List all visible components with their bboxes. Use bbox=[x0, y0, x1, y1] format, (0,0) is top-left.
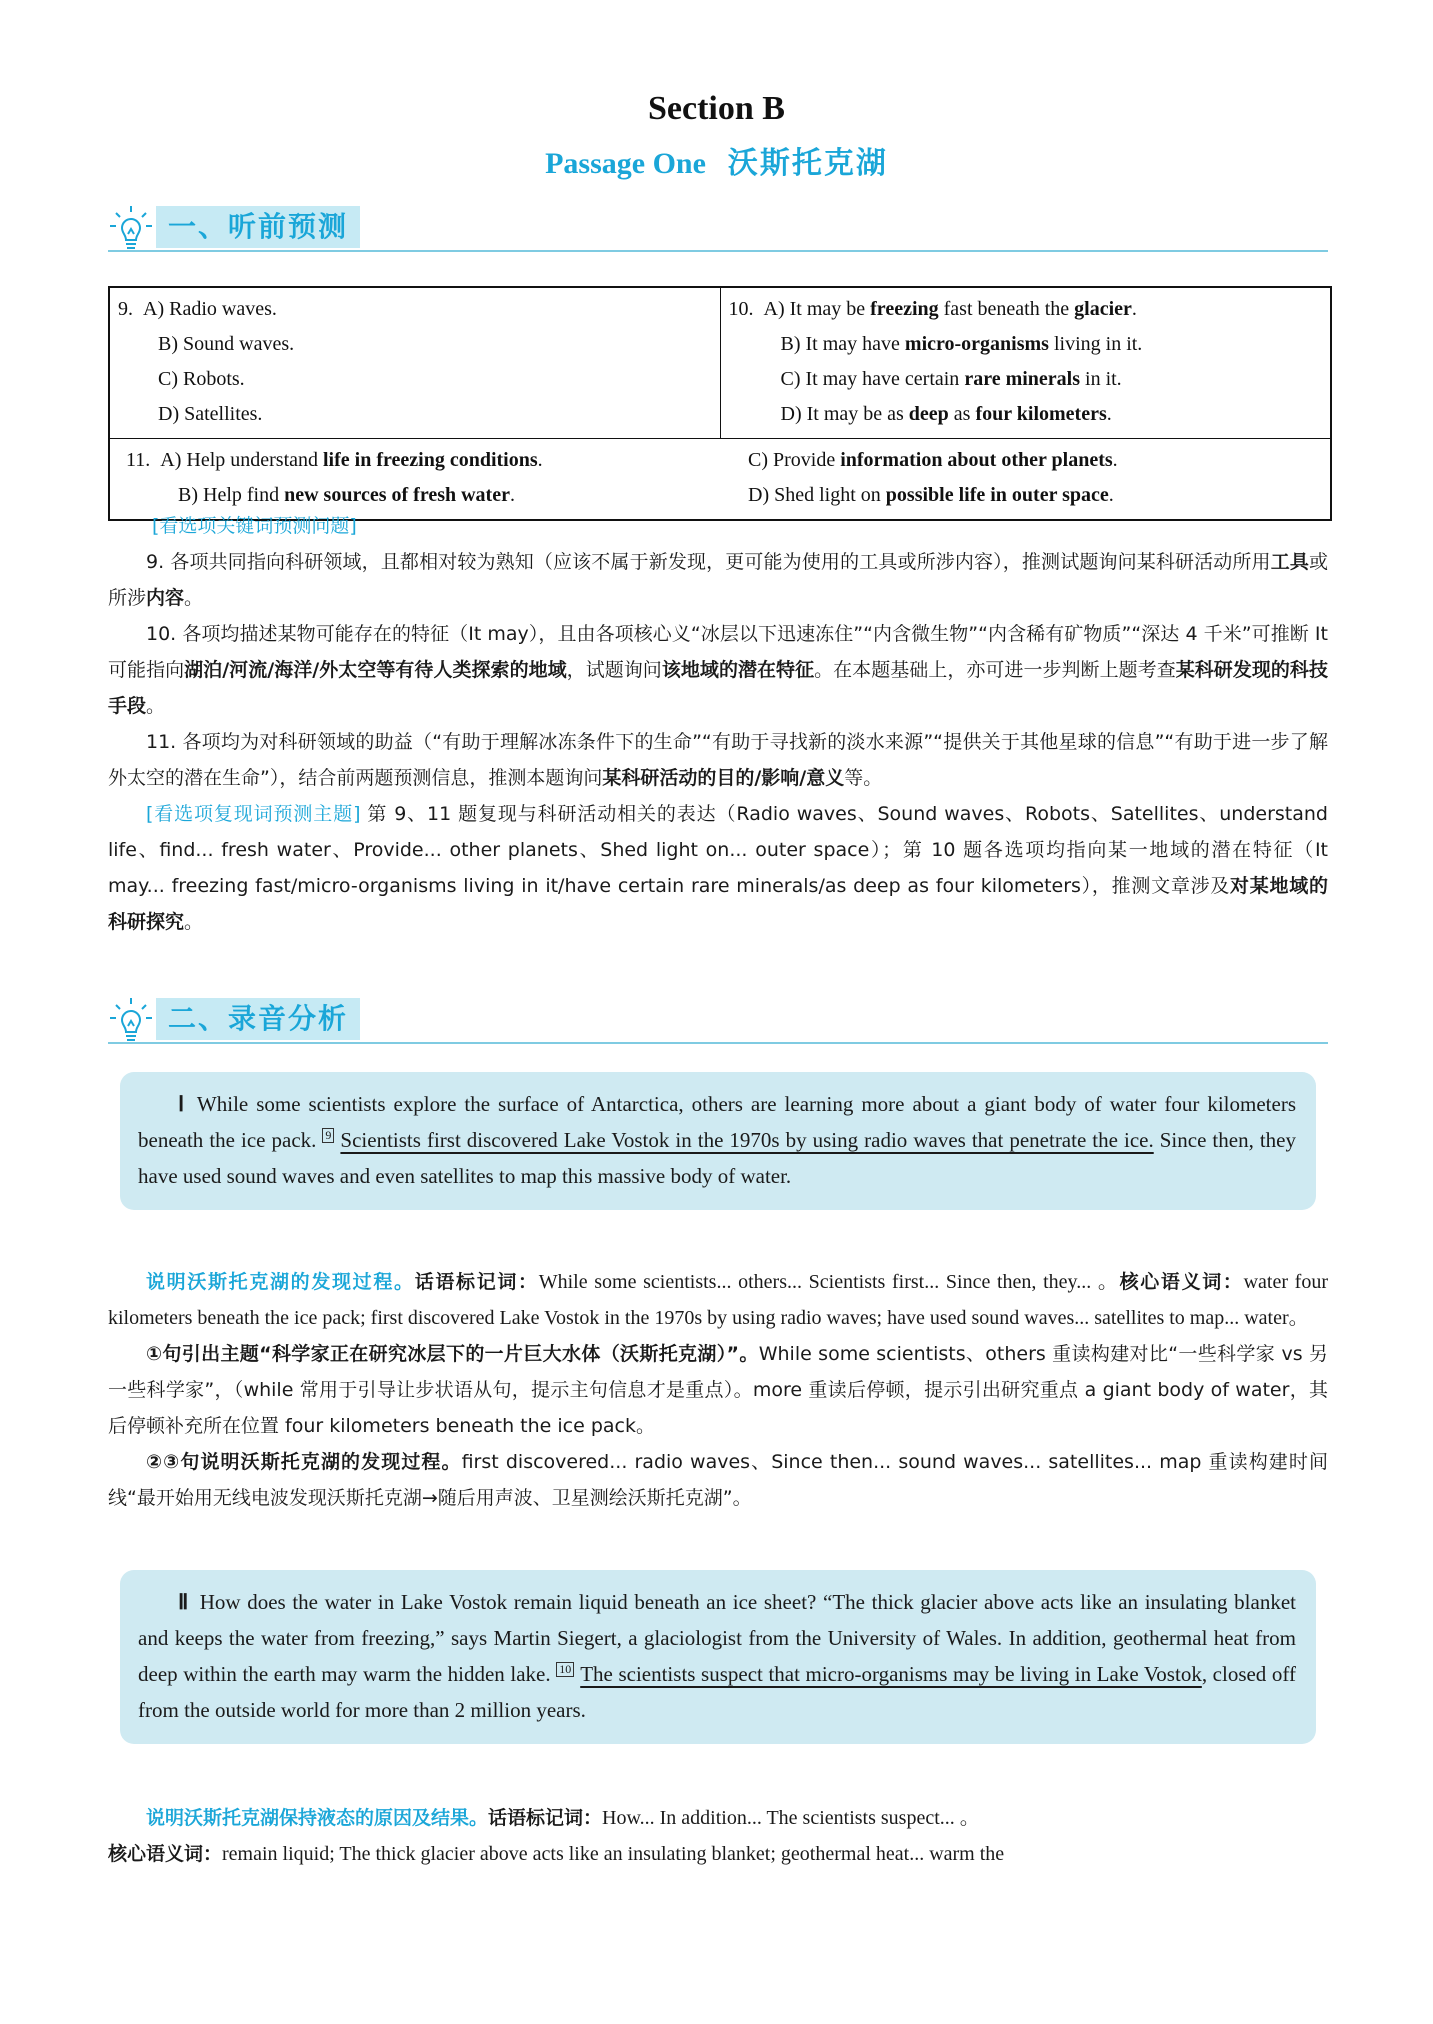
transcript-box-2: Ⅱ How does the water in Lake Vostok remain liquid beneath an ice sheet? “The thick glacier above acts like an insulating blanket and keeps the water from freezing,” says Martin Siegert, a glaciologist from the University of Wales. In addition, geothermal heat from deep within the earth may warm the hidden lake. 10 The scientists suspect that micro-organisms may be living in Lake Vostok, closed off from the outside world for more than 2 million years. bbox=[120, 1570, 1316, 1744]
paragraph-number: Ⅱ bbox=[178, 1590, 190, 1614]
tag-theme: [看选项复现词预测主题] bbox=[146, 803, 361, 825]
option-c: C) It may have certain rare minerals in it. bbox=[780, 368, 1122, 390]
option-d: D) Satellites. bbox=[158, 403, 263, 425]
option-d: D) Shed light on possible life in outer space. bbox=[748, 484, 1114, 506]
transcript-box-1: Ⅰ While some scientists explore the surface of Antarctica, others are learning more about a giant body of water four kilometers beneath the ice pack. 9 Scientists first discovered Lake Vostok in the 1970s by using radio waves that penetrate the ice. Since then, they have used sound waves and even satellites to map this massive body of water. bbox=[120, 1072, 1316, 1210]
passage-title-en: Passage One bbox=[545, 147, 706, 180]
analysis-11: 11. 各项均为对科研领域的助益（“有助于理解冰冻条件下的生命”“有助于寻找新的淡水来源”“提供关于其他星球的信息”“有助于进一步了解外太空的潜在生命”），结合前两题预测信息，推测本题询问某科研活动的目的/影响/意义等。 bbox=[108, 731, 1328, 789]
option-c: C) Robots. bbox=[158, 368, 245, 390]
section-label: 二、录音分析 bbox=[156, 998, 360, 1040]
question-marker: 9 bbox=[322, 1128, 334, 1143]
section-rule bbox=[108, 1042, 1328, 1044]
option-a: 10. A) It may be freezing fast beneath the glacier. bbox=[728, 298, 1137, 320]
question-9 bbox=[110, 288, 721, 438]
recording-analysis-1: 说明沃斯托克湖的发现过程。话语标记词：While some scientists... others... Scientists first... Since then, they... 。核心语义词：water four kilometers beneath the ice pack; first discovered Lake Vostok in the 1970s by using radio waves; have used sound waves... satellites to map... water。 ①句引出主题“科学家正在研究冰层下的一片巨大水体（沃斯托克湖）”。While some scientists、others 重读构建对比“一些科学家 vs 另一些科学家”，（while 常用于引导让步状语从句，提示主句信息才是重点）。more 重读后停顿，提示引出研究重点 a giant body of water，其后停顿补充所在位置 four kilometers beneath the ice pack。 ②③句说明沃斯托克湖的发现过程。first discovered... radio waves、Since then... sound waves... satellites... map 重读构建时间线“最开始用无线电波发现沃斯托克湖→随后用声波、卫星测绘沃斯托克湖”。 bbox=[108, 1271, 1328, 1509]
analysis-10: 10. 各项均描述某物可能存在的特征（It may），且由各项核心义“冰层以下迅速冻住”“内含微生物”“内含稀有矿物质”“深达 4 千米”可推断 It 可能指向湖泊/河流/海洋/外太空等有待人类探索的地域，试题询问该地域的潜在特征。在本题基础上，亦可进一步判断上题考查某科研发现的科技手段。 bbox=[108, 623, 1328, 717]
option-b: B) Help find new sources of fresh water. bbox=[178, 484, 515, 506]
question-number: 11. bbox=[126, 449, 151, 471]
passage-title-cn: 沃斯托克湖 bbox=[727, 146, 888, 181]
question-number: 9. bbox=[118, 298, 133, 320]
option-b: B) Sound waves. bbox=[158, 333, 295, 355]
section-title: Section B bbox=[648, 90, 785, 127]
option-a: A) Radio waves. bbox=[143, 298, 277, 320]
passage-title bbox=[0, 138, 1433, 182]
question-row bbox=[110, 288, 1330, 439]
section-heading-pre-listening bbox=[108, 204, 1328, 252]
underlined-answer: Scientists first discovered Lake Vostok in the 1970s by using radio waves that penetrate the ice. bbox=[340, 1128, 1154, 1152]
recording-analysis-2: 说明沃斯托克湖保持液态的原因及结果。话语标记词：How... In addition... The scientists suspect... 。 核心语义词：remain liquid; The thick glacier above acts like an insulating blanket; geothermal heat... warm the bbox=[108, 1807, 1005, 1865]
section-rule bbox=[108, 250, 1328, 252]
section-heading-recording bbox=[108, 996, 1328, 1044]
option-c: C) Provide information about other planets. bbox=[748, 449, 1118, 471]
question-marker: 10 bbox=[556, 1662, 574, 1677]
question-11 bbox=[110, 439, 1330, 519]
paragraph-number: Ⅰ bbox=[178, 1092, 187, 1116]
option-b: B) It may have micro-organisms living in it. bbox=[780, 333, 1143, 355]
question-table bbox=[108, 286, 1332, 521]
option-a: 11. A) Help understand life in freezing conditions. bbox=[126, 449, 543, 471]
underlined-answer: The scientists suspect that micro-organisms may be living in Lake Vostok bbox=[580, 1662, 1202, 1686]
analysis-theme: [看选项复现词预测主题] 第 9、11 题复现与科研活动相关的表达（Radio waves、Sound waves、Robots、Satellites、understand life、find... fresh water、Provide... other planets、Shed light on... outer space）；第 10 题各选项均指向某一地域的潜在特征（It may... freezing fast/micro-organisms living in it/have certain rare minerals/as deep as four kilometers），推测文章涉及对某地域的科研探究。 bbox=[108, 803, 1328, 933]
option-d: D) It may be as deep as four kilometers. bbox=[780, 403, 1112, 425]
lightbulb-icon bbox=[108, 204, 154, 252]
prediction-analysis bbox=[108, 508, 1328, 940]
lightbulb-icon bbox=[108, 996, 154, 1044]
section-label: 一、听前预测 bbox=[156, 206, 360, 248]
tag-keyword: [看选项关键词预测问题] bbox=[152, 515, 357, 537]
question-10 bbox=[721, 288, 1331, 438]
question-number: 10. bbox=[728, 298, 754, 320]
analysis-9: 9. 各项共同指向科研领域，且都相对较为熟知（应该不属于新发现，更可能为使用的工具或所涉内容），推测试题询问某科研活动所用工具或所涉内容。 bbox=[108, 551, 1328, 609]
